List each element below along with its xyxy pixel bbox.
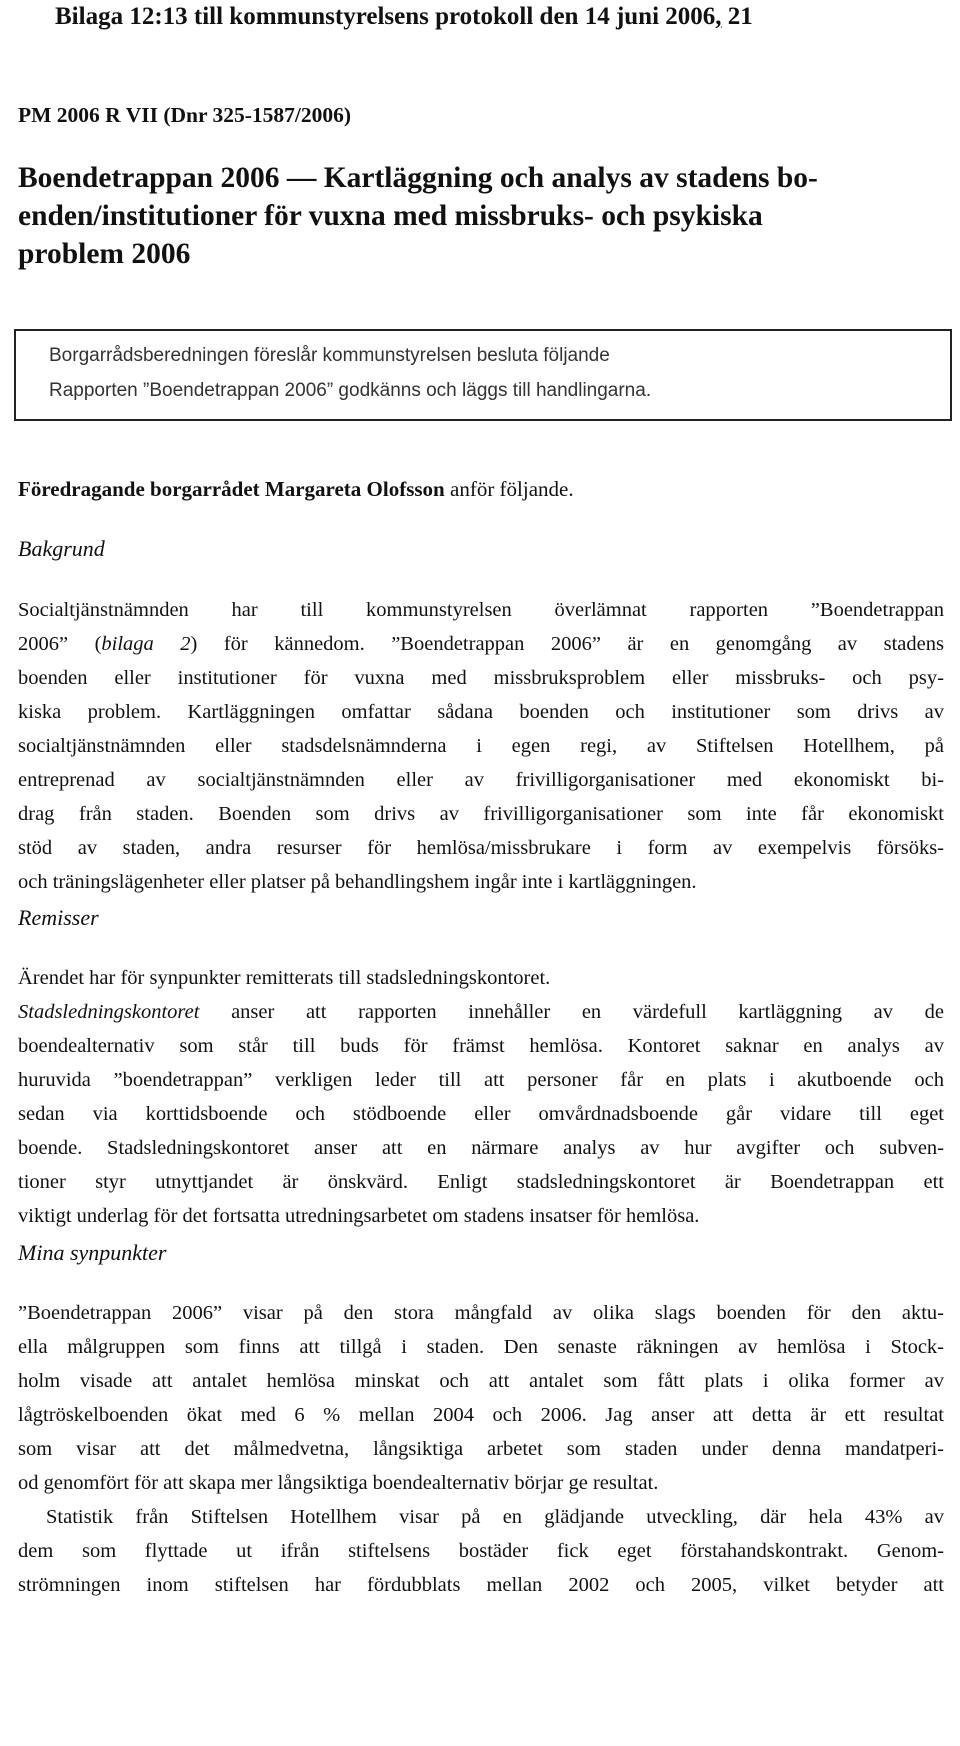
paragraph-line: boendealternativ som står till buds för främst hemlösa. Kontoret saknar en analys av bbox=[18, 1035, 944, 1057]
header-page: 21 bbox=[721, 3, 753, 30]
paragraph-line: huruvida ”boendetrappan” verkligen leder till att personer får en plats i akutboende och bbox=[18, 1069, 944, 1091]
document-header bbox=[55, 0, 753, 34]
appendix-reference: bilaga 2 bbox=[101, 633, 191, 655]
presenter-name: Föredragande borgarrådet Margareta Olofsson bbox=[18, 477, 445, 501]
paragraph-line: och träningslägenheter eller platser på behandlingshem ingår inte i kartläggningen. bbox=[18, 871, 697, 893]
header-text: Bilaga 12:13 till kommunstyrelsens protokoll den 14 juni 2006 bbox=[55, 3, 716, 30]
paragraph-line: stöd av staden, andra resurser för hemlösa/missbrukare i form av exempelvis försöks- bbox=[18, 837, 944, 859]
paragraph-line: ella målgruppen som finns att tillgå i staden. Den senaste räkningen av hemlösa i Stock- bbox=[18, 1336, 944, 1358]
title-line: enden/institutioner för vuxna med missbruks- och psykiska bbox=[18, 200, 763, 232]
office-name: Stadsledningskontoret bbox=[18, 1001, 200, 1023]
paragraph-line: strömningen inom stiftelsen har fördubblats mellan 2002 och 2005, vilket betyder att bbox=[18, 1574, 944, 1596]
paragraph-line: som visar att det målmedvetna, långsiktiga arbetet som staden under denna mandatperi- bbox=[18, 1438, 944, 1460]
paragraph-line: Ärendet har för synpunkter remitterats till stadsledningskontoret. bbox=[18, 967, 551, 989]
paragraph-line: Socialtjänstnämnden har till kommunstyrelsen överlämnat rapporten ”Boendetrappan bbox=[18, 599, 944, 621]
text-span: anser att rapporten innehåller en värdefull kartläggning av de bbox=[199, 1001, 944, 1023]
title-line: problem 2006 bbox=[18, 238, 191, 270]
section-heading-bakgrund: Bakgrund bbox=[18, 536, 105, 561]
paragraph-line: entreprenad av socialtjänstnämnden eller av frivilligorganisationer med ekonomiskt bi- bbox=[18, 769, 944, 791]
proposal-intro: Borgarrådsberedningen föreslår kommunstyrelsen besluta följande bbox=[49, 345, 610, 366]
paragraph-line: viktigt underlag för det fortsatta utredningsarbetet om stadens insatser för hemlösa. bbox=[18, 1205, 700, 1227]
paragraph-line bbox=[18, 995, 944, 1029]
paragraph-line: tioner styr utnyttjandet är önskvärd. Enligt stadsledningskontoret är Boendetrappan ett bbox=[18, 1171, 944, 1193]
document-title bbox=[18, 159, 938, 273]
header-underlined: , bbox=[715, 3, 722, 30]
proposal-decision: Rapporten ”Boendetrappan 2006” godkänns och läggs till handlingarna. bbox=[49, 380, 652, 401]
text-span: 2006” ( bbox=[18, 633, 102, 655]
paragraph-line: socialtjänstnämnden eller stadsdelsnämnderna i egen regi, av Stiftelsen Hotellhem, på bbox=[18, 735, 944, 757]
section-heading-remisser: Remisser bbox=[18, 905, 99, 930]
presenter-line bbox=[18, 474, 574, 504]
paragraph-line: boende. Stadsledningskontoret anser att en närmare analys av hur avgifter och subven- bbox=[18, 1137, 944, 1159]
text-span: ) för kännedom. ”Boendetrappan 2006” är en genomgång av stadens bbox=[190, 633, 944, 655]
proposal-box bbox=[14, 329, 952, 421]
paragraph-line: holm visade att antalet hemlösa minskat och att antalet som fått plats i olika former av bbox=[18, 1370, 944, 1392]
paragraph-line: Statistik från Stiftelsen Hotellhem visar på en glädjande utveckling, där hela 43% av bbox=[46, 1506, 944, 1528]
paragraph-line: sedan via korttidsboende och stödboende eller omvårdnadsboende går vidare till eget bbox=[18, 1103, 944, 1125]
paragraph-line: drag från staden. Boenden som drivs av frivilligorganisationer som inte får ekonomiskt bbox=[18, 803, 944, 825]
pm-reference: PM 2006 R VII (Dnr 325-1587/2006) bbox=[18, 103, 352, 127]
section-heading-mina-synpunkter: Mina synpunkter bbox=[18, 1240, 167, 1265]
paragraph-line: od genomfört för att skapa mer långsiktiga boendealternativ börjar ge resultat. bbox=[18, 1472, 659, 1494]
paragraph-line: kiska problem. Kartläggningen omfattar sådana boenden och institutioner som drivs av bbox=[18, 701, 944, 723]
paragraph-line: boenden eller institutioner för vuxna med missbruksproblem eller missbruks- och psy- bbox=[18, 667, 944, 689]
paragraph-line: ”Boendetrappan 2006” visar på den stora mångfald av olika slags boenden för den aktu- bbox=[18, 1302, 944, 1324]
presenter-rest: anför följande. bbox=[444, 477, 574, 501]
paragraph-line: lågtröskelboenden ökat med 6 % mellan 2004 och 2006. Jag anser att detta är ett resultat bbox=[18, 1404, 944, 1426]
paragraph-line bbox=[18, 627, 944, 661]
paragraph-line: dem som flyttade ut ifrån stiftelsens bostäder fick eget förstahandskontrakt. Genom- bbox=[18, 1540, 944, 1562]
title-line: Boendetrappan 2006 — Kartläggning och analys av stadens bo- bbox=[18, 162, 818, 194]
